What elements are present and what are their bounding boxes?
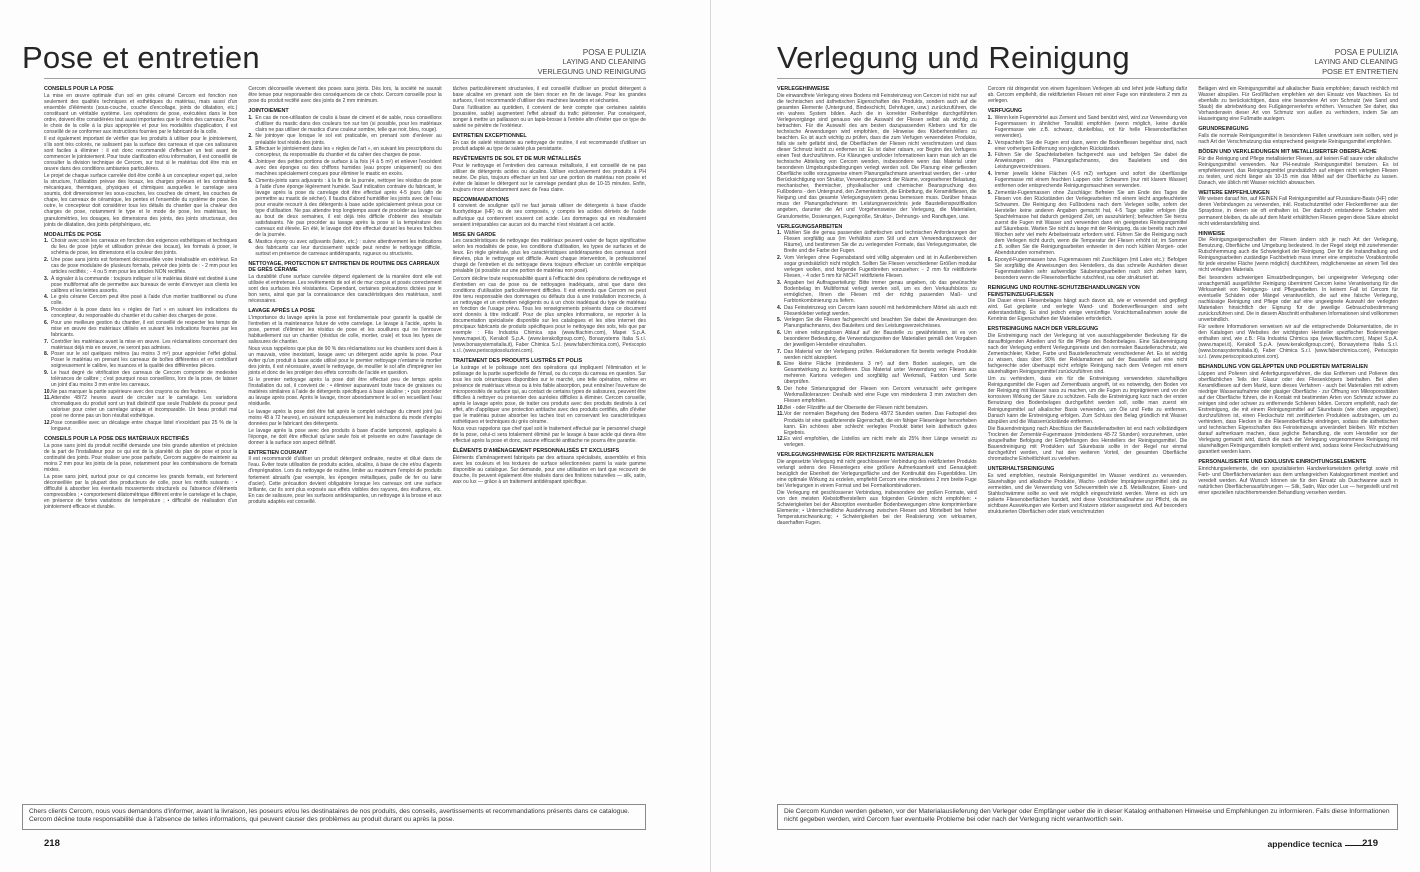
numbered-list (248, 115, 441, 257)
body-paragraph: tâches particulièrement structurées, il est conseillé d'utiliser un produit détergent à base alcaline en prenant soin de bien rincer en fin de lavage. Pour les grandes surfaces, il est recommandé d'utiliser des machines lavantes et séchantes. (452, 86, 646, 105)
list-item-text: Das Material vor der Verlegung prüfen. Reklamationen für bereits verlegte Produkte werden nicht akzeptiert. (784, 348, 977, 361)
list-item (44, 370, 237, 388)
body-paragraph: Einrichtungselemente, die von spezialisierten Handwerksmeistern gefertigt sowie mit Farb- und Oberflächenvarianten aus dem umfangreichen Katalogsortiment montiert und veredelt werden. Auf Wunsch können sie für den Einsatz als Duschwanne auch in natürlichen Oberflächenausführungen — Silk, Satin, Wax oder Lux — hergestellt und mit einer speziellen rutschhemmenden Behandlung versehen werden. (1198, 466, 1398, 497)
body-paragraph: Il est recommandé d'utiliser un produit détergent ordinaire, neutre et dilué dans de l'eau. Éviter toute utilisation de produits acides, alcalins, à base de cire et/ou d'agents d'imprégnation. Lors du nettoyage de routine, limiter au maximum l'emploi de produits fortement abrasifs (par exemple, les éponges métalliques, paille de fer ou laine d'acier). Cette précaution devient obligatoire lorsque les carreaux ont une surface brillante, car ils sont plus exposés aux effets visibles des rayures, des éraflures, etc. En cas de salissure, pour les surfaces antidérapantes, un nettoyage à la brosse et aux produits adaptés est conseillé. (248, 456, 442, 505)
list-item-number: 3. (44, 275, 49, 282)
list-item (44, 320, 237, 338)
list-item-text: Angaben bei Auftragserteilung: Bitte immer genau angeben, ob das gewünschte Bodenbelag im Multiformat verlegt werden soll, um es den Verkaufsbüros zu ermöglichen, Ihnen die Fliesen mit der richtig passenden Maß- und Farbtonkombinierung zu liefern. (784, 279, 977, 304)
subtitle-line: POSE ET ENTRETIEN (1322, 66, 1398, 76)
page-number: 219 (1362, 838, 1378, 849)
list-item (44, 420, 237, 432)
body-paragraph: La pose sans joint, surtout pour ce qui concerne les grands formats, est fortement déconseillée par la plupart des producteurs de colle, pour les motifs suivants : • difficulté à absorber les éventuels mouvements structurels ou l'absence d'éléments compressibles ; • comportement dilatométrique différent entre le carrelage et la chape, en présence de fortes variations de température ; • difficulté de réalisation d'un jointoiement efficace et durable. (44, 474, 238, 511)
body-paragraph: Die Verlegung mit geschlossener Verbindung, insbesondere der großen Formate, wird von den meisten Klebstoffherstellern aus folgenden Gründen nicht empfohlen: • Schwierigkeiten bei der Absorption eventueller Bodenbewegungen ohne komprimierbare Elemente; • Unterschiedliche Ausdehnung zwischen Fliesen und Mörtelbett bei hoher Temperaturschwankung; • Schwierigkeiten bei der Realisierung von wirksamen, dauerhaften Fugen. (777, 490, 977, 527)
list-item-text: Le haut degré de vitrification des carreaux de Cercom comporte de modestes tolérances de calibre ; c'est pourquoi nous conseillons, lors de la pose, de laisser un joint d'au moins 3 mm entre les carreaux. (51, 369, 238, 389)
list-item-text: Der hohe Sinterungsgrad der Fliesen von Cercom verursacht sehr geringere Werkmaßtoleranzen: Deshalb wird eine Fuge von mindestens 3 mm zwischen den Fliesen empfohlen. (784, 386, 977, 405)
page-title: Pose et entretien (22, 40, 260, 75)
list-item-number: 12. (44, 420, 52, 427)
list-item-number: 2. (777, 254, 782, 261)
list-item (248, 159, 441, 177)
list-item-text: Jointoyer des petites portions de surface à la fois (4 à 5 m²) et enlever l'excédent avec des éponges ou des chiffons humides (eau propre uniquement) ou des machines spécialement conçues pour éliminer le mastic en excès. (255, 158, 442, 177)
section-heading: ÉLÉMENTS D'AMÉNAGEMENT PERSONNALISÉS ET EXCLUSIFS (452, 448, 620, 455)
list-item-text: Verspachteln Sie die Fugen erst dann, wenn die Bodenfliesen begehbar sind, nach einer vorherigen Entfernung von jeglichen Rückständen. (994, 139, 1188, 152)
list-item-text: En cas de non-utilisation de coulis à base de ciment et de sable, nous conseillons d'utiliser du mastic dans des couleurs ton sur ton (si possible, pour les matériaux clairs ne pas utiliser de mastics d'une couleur sombre, telle que noir, bleu, rouge). (255, 114, 442, 133)
subtitle-line: LAYING AND CLEANING (562, 57, 646, 67)
list-item (44, 351, 237, 369)
body-paragraph: Dans l'utilisation au quotidien, il convient de tenir compte que certaines saletés (poussière, sable) augmentent l'effet abrasif du trafic piétonnier. Par conséquent, songer à mettre un paillasson ou un tapis-brosse à l'entrée afin d'éviter que ce type de saleté ne pénètre de l'extérieur. (452, 105, 646, 130)
list-item-text: Une pose sans joints est fortement déconseillée voire irréalisable en extérieur. En cas de pose modulaire de plusieurs formats, prévoir des joints de : - 2 mm pour les articles rectifiés ; - 4 ou 5 mm pour les articles NON rectifiés. (51, 256, 238, 276)
body-paragraph: La pose sans joint du produit rectifié demande une très grande attention et précision de la part de l'installateur pour ce qui est de la planéité du plan de pose et pour la continuité des joints. Pour réaliser une pose parfaite, Cercom suggère de maintenir au moins 2 mm pour les joints de la pose, notamment pour les combinaisons de formats mixtes. (44, 442, 238, 473)
body-paragraph: Für weitere Informationen verweisen wir auf die entsprechende Dokumentation, die in den Katalogen und Websites der wichtigsten Hersteller spezifischer Bodenreiniger enthalten sind, wie z.B.: Fila Industria Chimica spa (www.filachim.com), Mapei S.p.A. (www.mapei.it), Kerakoll S.p.A. (www.kerakollgroup.com), Bonasystems Italia S.r.l. (www.bonasystemsitalia.it), Faber Chimica S.r.l. (www.faberchimica.com), Periscopio s.r.l. (www.periscopiosoluzioni.com). (1198, 323, 1398, 361)
section-heading: UNTERHALTSREINIGUNG (987, 465, 1055, 472)
section-heading: PERSONALISIERTE UND EXKLUSIVE EINRICHTUNGSELEMENTE (1198, 459, 1367, 466)
section-heading: WEITERE EMPFEHLUNGEN (1198, 189, 1270, 196)
list-item-number: 1. (44, 238, 49, 245)
footer-section-label: appendice tecnica (1267, 839, 1342, 849)
body-paragraph: Läppen und Polieren sind Anfertigungsverfahren, die das Entfernen und Polieren des oberflächlichen Teils der Glasur oder des Fliesenkörpers beinhalten. Bei allen Keramikfliesen auf dem Markt, kann dieses Verfahren - auch bei Materialien mit extrem niedriger Wasseraufnahme oder glasiger Oberfläche - zur Öffnung von Mikroporositäten auf der Oberfläche führen, die in Kontakt mit bestimmten Arten von Schmutz schwer zu reinigen sind oder schwer zu entfernende Schlieren bilden. Cercom empfiehlt, nach der Erstreinigung, die mit einem Reinigungsmittel auf Säurebasis (wie oben angegeben) durchzuführen ist, einen Fleckschutz mit zertifizierten Produkten aufzutragen, um zu verhindern, dass Flecken in die Fliesenoberfläche eindringen, sodass die ästhetischen und technischen Eigenschaften des Feinsteinzeugs unverändert bleiben. Wir möchten darauf aufmerksam machen, dass jegliche Behandlung, die vom Hersteller vor der Verlegung gemacht wird, durch die nach der Verlegung vorgenommene Reinigung mit säurehaltigen Reinigungsmitteln komplett entfernt wird, sodass keine Fleckschutzwirkung garantiert werden kann. (1198, 370, 1398, 456)
list-item (988, 140, 1188, 152)
list-item-number: 1. (987, 114, 992, 121)
body-paragraph: L'importance du lavage après la pose est fondamentale pour garantir la qualité de l'entretien et la maintenance future de votre carrelage. Le lavage à l'acide, après la pose, permet d'éliminer les résidus de pose et les souillures qui ne l'enrouve habituellement sur un chantier (résidus de colle, mortier, craie) et tous les types de salissures de chantier. (248, 314, 442, 345)
list-item-number: 2. (44, 256, 49, 263)
body-paragraph: La mise en œuvre optimale d'un sol en grès céramé Cercom est fonction non seulement des qualités techniques et esthétiques du matériau, mais aussi d'un ensemble d'éléments (sous-couche, couche d'encollage, joints de dilatation, etc.) constituant un véritable système. Les opérations de pose, exécutées dans le bon ordre, doivent être considérées tout aussi importantes que le choix des carreaux. Pour le choix de la colle à la plus appropriée et pour les modalités d'application, il est conseillé de se conformer aux instructions fournies par le fabricant de la colle. (44, 92, 238, 135)
body-paragraph: Nous vous rappelons que chef quel soit le traitement effectué par le personnel chargé de la pose, celui-ci sera totalement éliminé par le lavage à base acide qui devra être effectué après la pose et donc, aucune efficacité antitache ne pourra être garantie. (452, 426, 646, 445)
body-paragraph: Die einwandfreie Verlegung eines Bodens mit Feinsteinzeug von Cercom ist nicht nur auf die technischen und ästhetischen Eigenschaften des Produkts, sondern auch auf die gesamten Elemente (Untergrund, Bindeschicht, Dehnfugen, usw.) zurückzuführen, die ein wahres System bilden. Auch die in korrekter Reihenfolge durchgeführten Verlegevorgänge sind genauso wie die Auswahl der Fliesen selbst als wichtig zu betrachten. Für die Auswahl des am besten dazupassenden Klebers und für die technische Anwendungen wird empfohlen, die Hinweise des Kleberherstellers zu beachten. Es ist auch wichtig zu prüfen, dass die zum Verfugen verwendeten Produkte, falls sie sehr gefärbt sind, die Oberflächen der Fliesen nicht verschmutzen und dass dieser Schmutz leicht zu entfernen ist: Es ist daher ratsam, vor Beginn des Verfugens einen Test durchzuführen. Für Klärungen und/oder Informationen kann man sich an die technische Abteilung von Cercom wenden, insbesondere wenn das Material unter besonderen Umgebungsbedingungen verlegt werden soll. Die Planung einer gefliesten Oberfläche sollte vorzugsweise einem Planungsfachmann anvertraut werden, der - unter Berücksichtigung von Struktur, Verwendungszweck der Räume, vorgesehener Belastung, mechanischer, thermischer, physikalischer und chemischer Beanspruchung des Fußbodens - den Untergrund, den Zementestrich, die Einbettung, die Keramikfliesen, die Neigung und das gesamte Verlegungssystem genau bemessen muss. Darüber hinaus muss der Planungsfachmann im Leistungsverzeichnis jede Baustellenspezifikation angeben, darunter die Art und Vorgehensweise der Verlegung, die Materialien, Granulometrie, Dosierungen, Fugengröße, Struktur-, Dehnungs- und Randfugen, usw. (777, 92, 977, 220)
list-item-number: 3. (777, 279, 782, 286)
list-item-text: À signaler à la commande : toujours indiquer si le matériau désiré est destiné à une pose multiformat afin de permettre aux bureaux de vente d'envoyer aux clients les calibres et les teintes assortis. (51, 275, 238, 294)
section-heading: RECOMMANDATIONS (452, 196, 509, 203)
list-item (248, 133, 441, 145)
header-divider (44, 78, 646, 79)
list-item (777, 436, 977, 448)
body-paragraph: Si le premier nettoyage après la pose doit être effectué peu de temps après l'installation du sol, il convient de : • éliminer auparavant toute trace de graisses ou matières similaires à l'aide de détergents spécifiques à base alcaline ; • puis procéder au lavage après pose. Après le lavage, rincer abondamment le sol en recueillant l'eau résiduelle. (248, 377, 442, 408)
text-column (453, 86, 646, 802)
text-column (1198, 86, 1398, 802)
list-item (988, 190, 1188, 257)
list-item-text: Wählen Sie die genau passenden ästhetischen und technischen Anforderungen der Fliesen sorgfältig aus (im Verhältnis zum Stil und zum Verwendungszweck der Räume), und bestimmen Sie die zu verlegenden Formate, das Verlegungsmuster, die Breite und die Farbe der Fugen. (784, 230, 977, 255)
text-column (248, 86, 441, 802)
list-item-text: Eine kleine Fläche (mindestens 3 m²) auf dem Boden auslegen, um die Gesamtwirkung zu kontrollieren. Das Material unter Verwendung von Fliesen aus mehreren Kartons verlegen und sorgfältig auf Werkmaß, Farbton und Sorte überprüfen. (784, 361, 977, 386)
body-paragraph: En cas de saleté résistante au nettoyage de routine, il est recommandé d'utiliser un produit adapté au type de saleté plus persistante. (452, 139, 646, 152)
right-page (710, 0, 1420, 872)
body-paragraph: Le lavage après la pose avec des produits à base d'acide tamponné, appliqués à l'éponge, ne doit être effectué qu'une seule fois et présente en outre l'avantage de donner à la surface son aspect définitif. (248, 427, 442, 446)
section-heading: BEHANDLUNG VON GELÄPPTEN UND POLIERTEN MATERIALIEN (1198, 364, 1368, 371)
section-heading: VERLEGEHINWEISE (777, 86, 830, 92)
list-item-text: Choisir avec soin les carreaux en fonction des exigences esthétiques et techniques du lieu de pose (style et utilisation prévue des locaux), les formats à poser, le schéma de pose, les dimensions et la couleur des joints. (51, 238, 238, 257)
list-item-number: 4. (248, 158, 253, 165)
list-item-number: 11. (44, 395, 51, 402)
list-item (777, 411, 977, 435)
body-paragraph: Die Bauendreinigung nach Abschluss der Baustellenarbeiten ist erst nach vollständigem Trocknen der Zementär-Fugenmasse (mindestens 48-72 Stunden) vorzunehmen, unter skrupelhafter Befolgung der Empfehlungen des Herstellers der Reinigungsmittel. Die Bauendreinigung mit Produkten auf Säurebasis sollte in der Regel nur einmal durchgeführt werden, und hat den weiteren Vorteil, der gesamten Oberfläche chromatische Einheitlichkeit zu verleihen. (987, 425, 1188, 462)
list-item-number: 5. (44, 307, 49, 314)
section-heading: VERFUGUNG (987, 108, 1023, 115)
list-item-text: Vor der normalen Begehung des Bodens 48/72 Stunden warten. Das Farbspiel des Produkts ist eine qualifizierende Eigenschaft, die ein fähiger Fliesenleger hervorheben kann. Ein schönes aber schlecht verlegtes Produkt bietet kein ästhetisch gutes Ergebnis. (784, 411, 977, 436)
list-item-text: Ciments-joints sans adjuvants : à la fin de la journée, nettoyer les résidus de pose à l'aide d'une éponge légèrement humide. Sauf indication contraire du fabricant, le lavage après la pose du carrelage doit être effectué après 4-5 jours (afin de permettre au mastic de sécher). Il faudra d'abord humidifier les joints avec de l'eau pour ensuite recourir à des détergents à base acide spécialement prévus pour ce type d'utilisation. Ne pas attendre trop longtemps avant de procéder au lavage car au bout de deux semaines, il est déjà très difficile d'obtenir des résultats satisfaisants. Ne pas procéder au lavage après la pose si la température des carreaux est élevée. En été, le lavage doit être effectué durant les heures fraîches de la journée. (255, 177, 442, 238)
list-item (44, 238, 237, 256)
list-item-number: 6. (248, 238, 253, 245)
list-item-number: 7. (777, 348, 782, 355)
list-item-text: Pour une meilleure gestion du chantier, il est conseillé de respecter les temps de mise en œuvre des matériaux utilisés en suivant les indications fournies par les fabricants. (51, 319, 238, 338)
list-item (44, 307, 237, 319)
list-item-text: Immer jeweils kleine Flächen (4-5 m2) verfugen und sofort die überflüssige Fugenmasse mit einem feuchten Lappen oder Schwamm (nur mit klarem Wasser) entfernen oder entsprechende Reinigungsmaschinen verwenden. (994, 170, 1188, 190)
list-item-number: 6. (44, 319, 49, 326)
body-paragraph: Il convient de souligner qu'il ne faut jamais utiliser de détergents à base d'acide fluorhydrique (HF) ou de ses composés, y compris les acides dérivés de l'acide sulfurique qui contiennent souvent cet acide. Les dommages qui en résulteraient seraient irréparables car aucun soi du marché n'est résistant à cet acide. (452, 203, 646, 228)
list-item-text: Wenn kein Fugenmörtel aus Zement und Sand benützt wird, wird zur Verwendung von Fugenmassen in ähnlicher Tonalität empfohlen (wenn möglich, keine dunkle Fugenmasse wie z.B. schwarz, dunkelblau, rot für helle Fliesenoberflächen verwenden). (994, 114, 1188, 139)
list-item-text: Ne pas marquer la partie supérieure avec des crayons ou des feutres. (51, 388, 208, 395)
body-paragraph: Cercom déconseille vivement des poses sans joints. Dès lors, la société ne saurait être tenue pour responsable des conséquences de ce choix. Cercom conseille pour la pose du produit rectifié avec des joints de 2 mm minimum. (248, 86, 442, 105)
list-item-text: Mastics époxy ou avec adjuvants (latex, etc.) : suivre attentivement les indications des fabricants car leur durcissement rapide peut rendre le nettoyage difficile, surtout en présence de carreaux antidérapants, rugueux ou structurés. (255, 238, 442, 257)
text-columns (44, 86, 646, 802)
list-item (248, 115, 441, 133)
list-item-text: Procéder à la pose dans les « règles de l'art » en suivant les indications du concepteur, du responsable du chantier et du cahier des charges de pose. (51, 307, 238, 320)
text-column (988, 86, 1188, 802)
body-paragraph: Il est également important de vérifier que les produits à utiliser pour le jointoiement, s'ils sont très colorés, ne salissent pas la surface des carreaux et que ces salissures sont faciles à éliminer : il est donc recommandé d'effectuer un test avant de commencer le jointoiement. Pour toute clarification et/ou information, il est conseillé de consulter la division technique de Cercom, sur tout si le matériau doit être mis en œuvre dans des conditions ambiantes particulières. (44, 135, 238, 173)
list-item-number: 8. (44, 351, 49, 358)
section-heading: REVÊTEMENTS DE SOL ET DE MUR MÉTALLISÉS (452, 156, 581, 163)
list-item-text: Vom Verlegen ohne Fugenabstand wird völlig abgeraten und ist in Außenbereichen sogar grundsätzlich nicht möglich. Sollten Sie Fliesen verschiedener Größen modular verlegen wollen, sind folgende Fugenbreiten vorzusehen: - 2 mm für rektifizierte Fliesen, - 4 oder 5 mm für NICHT rektifizierte Fliesen. (784, 254, 977, 280)
list-item-number: 12. (777, 436, 785, 443)
list-item-text: Es wird empfohlen, die Listellos um nicht mehr als 25% ihrer Länge versetzt zu verlegen. (784, 436, 977, 449)
body-paragraph: Bei besonders schwierigen Einsatzbedingungen, bei ungeeigneter Verlegung oder unsachgemäß ausgeführter Reinigung übernimmt Cercom keine Verantwortung für die Wirksamkeit von Reinigungs- und Pflegearbeiten. In keinem Fall ist Cercom für eventuelle Schäden oder Mängel verantwortlich, die auf eine falsche Verlegung, nachlässige Reinigung und Pflege oder auf eine ungeeignete Auswahl der verlegten Materialien hinsichtlich der Eignung für die jeweilige Gebrauchsbestimmung zurückzuführen sind. Die in diesem Abschnitt enthaltenen Informationen sind vollkommen unverbindlich. (1198, 274, 1398, 323)
section-heading: MODALITÉS DE POSE (44, 231, 102, 238)
numbered-list (988, 115, 1188, 281)
body-paragraph: Éléments d'aménagement fabriqués par des artisans spécialisés, assemblés et finis avec les couleurs et les textures de surface sélectionnées parmi la vaste gamme disponible au catalogue. Sur demande, pour une utilisation en tant que recouvrir de douche, ils peuvent également être réalisés dans des finitions naturelles — silk, satin, wax ou lux — grâce à un traitement antidérapant spécifique. (452, 454, 646, 486)
list-item-text: Bei - oder Filzstifte auf der Oberseite der Fliesen nicht benutzen. (784, 404, 929, 411)
body-paragraph: La durabilité d'une surface carrelée dépend également de la manière dont elle est utilisée et entretenue. Les revêtements de sol et de mur conçus et posés correctement sont des surfaces très résistantes. Cependant, certaines précautions dictées par le bon sens, ainsi que par la connaissance des caractéristiques des matériaux, sont nécessaires. (248, 273, 442, 305)
subtitle-line: POSA E PULIZIA (1334, 48, 1398, 57)
subtitle-line: VERLEGUNG UND REINIGUNG (537, 66, 646, 76)
list-item (988, 171, 1188, 189)
list-item (44, 395, 237, 419)
section-subtitle (538, 48, 646, 76)
body-paragraph: Falls die normale Reinigungsmittel in besonderen Fällen unwirksam sein sollten, wird je nach Art der Verschmutzung das entsprechend geeignete Reinigungsmittel empfohlen. (1198, 132, 1398, 145)
list-item (777, 349, 977, 361)
body-paragraph: Um zu verhindern, dass ein für die Erstreinigung verwendetes säurehaltiges Reinigungsmittel die Fugen auf Zementbasis angreift, ist es notwendig, den Boden vor der Reinigung mit Wasser nass zu machen, um die Fugen zu imprägnieren und vor der korrosiven Wirkung der Säure zu schützen. Falls die Erstreinigung kurz nach der ersten Benutzung des Bodenbelages durchgeführt werden soll, sollte man zuerst ein Reinigungsmittel auf alkalischer Basis verwenden, um Öle und Fette zu entfernen. Danach kann die Erstreinigung erfolgen. Zum Schluss den Belag gründlich mit Wasser abspülen und die Wasserrückstände entfernen. (987, 376, 1188, 425)
subtitle-line: LAYING AND CLEANING (1314, 57, 1398, 67)
body-paragraph: Le projet de chaque surface carrelée doit être confié à un concepteur expert qui, selon la structure, l'utilisation prévue des locaux, les charges prévues et les contraintes mécaniques, thermiques, physiques et chimiques auxquelles le carrelage sera soumis, doit dimensionner les sous-couches, les couches de ciment, les couches de chape, les carreaux de céramique, les pentes et l'ensemble du système de pose. En outre, le concepteur doit considérer tous les détails du chantier que la chaleur des charges de pose, notamment le type et le mode de pose, les matériaux, les granulométries, les dosages, les dimensions des joints, des joints structuraux, des joints de dilatation, des joints périphériques, etc. (44, 173, 238, 228)
list-item-number: 11. (777, 411, 784, 418)
header-divider (777, 78, 1398, 79)
list-item (248, 146, 441, 158)
numbered-list (777, 230, 977, 448)
body-paragraph: Wir weisen darauf hin, auf KEINEN Fall Reinigungsmittel auf Flusssäure-Basis (HF) oder deren Verbindungen zu verwenden, inkl. Rostschutzmittel oder Fleckentferner aus der Spraydose, in denen sie oft enthalten ist. Der dadurch entstandene Schaden wird permanent bleiben, da alle auf dem Markt erhältlichen Fliesen gegen diese Säure absolut nicht widerstandsfähig sind. (1198, 196, 1398, 227)
section-heading: HINWEISE (1198, 230, 1225, 237)
list-item-number: 4. (44, 294, 49, 301)
body-paragraph: Le lustrage et le polissage sont des opérations qui impliquent l'élimination et le polissage de la partie superficielle de l'émail, ou du corps du carreau en question. Sur tous les sols céramiques disponibles sur le marché, une telle opération, même en présence de matériaux vitreux ou à très faible absorption, peut entraîner l'ouverture de microporosités de surface qui, au contact de certains types de salissures, peuvent être difficiles à nettoyer ou présenter des auréoles difficiles à éliminer. Cercom conseille, après le lavage après pose, de traiter ces produits avec des produits destinés à cet effet, afin d'appliquer une protection antitache avec des produits certifiés, afin d'éviter que le matériau puisse absorber les taches tout en conservant les caractéristiques esthétiques et techniques du grès cérame. (452, 364, 646, 426)
body-paragraph: Pour le nettoyage et l'entretien des carreaux métallisés, il est conseillé de ne pas utiliser de détergents acides ou alcalins. Utiliser exclusivement des produits à PH neutre. De plus, toujours effectuer un test sur une portion de matériau non posée et éviter de laisser le détergent sur le carrelage pendant plus de 10-15 minutes. Enfin, toujours rincer abondamment avec de l'eau claire. (452, 162, 646, 193)
section-heading: VERLEGUNGSHINWEISE FÜR REKTIFIZIERTE MATERIALIEN (777, 452, 934, 459)
list-item (44, 339, 237, 351)
section-heading: BÖDEN UND VERKLEIDUNGEN MIT METALLISIERTER OBERFLÄCHE (1198, 148, 1377, 155)
text-column (777, 86, 977, 802)
section-heading: ERSTREINIGUNG NACH DER VERLEGUNG (987, 326, 1099, 333)
list-item (777, 280, 977, 304)
list-item (988, 115, 1188, 139)
body-paragraph: Für die Reinigung und Pflege metallisierter Fliesen, auf keinen Fall saure oder alkalische Reinigungsmittel verwenden. Nur PH-neutrale Reinigungsmittel benutzen. Es ist empfehlenswert, das Reinigungsmittel grundsätzlich auf einigen nicht verlegten Fliesen zu testen, und nicht länger als 10-15 min das Mittel auf der Oberfläche zu lassen. Danach, wie üblich mit Wasser reichlich abwaschen. (1198, 155, 1398, 186)
list-item-number: 5. (777, 317, 782, 324)
list-item (248, 239, 441, 257)
section-heading: ENTRETIEN EXCEPTIONNEL (452, 133, 527, 140)
list-item-number: 3. (248, 146, 253, 153)
section-heading: NETTOYAGE, PROTECTION ET ENTRETIEN DE ROUTINE DES CARREAUX DE GRÈS CÉRAME (248, 260, 440, 274)
section-heading: ENTRETIEN COURANT (248, 449, 308, 456)
list-item (777, 317, 977, 329)
customer-notice-box: Die Cercom Kunden werden gebeten, vor der Materialauslieferung den Verleger oder Empfänger ueber die in dieser Katalog enthaltenen Hinweise und Empfehlungen zu informieren. Falls diese Informationen nicht gegeben werden, wird Cercom fuer eventuelle Probleme bei oder nach der Verlegung nicht verantwortlich sein. (777, 804, 1398, 830)
text-columns (777, 86, 1398, 802)
page-number: 218 (44, 838, 60, 849)
list-item-number: 10. (777, 404, 785, 411)
list-item-text: Effectuer le jointoiement dans les « règles de l'art », en suivant les prescriptions du concepteur, du responsable du chantier et du cahier des charges de pose. (255, 146, 442, 159)
body-paragraph: Die angesetzte Verlegung mit nicht geschlossener Verbindung des rektifizierten Produkts verlangt seitens des Fliesenlegers eine größere Aufmerksamkeit und Genauigkeit bezüglich der Ebenheit der Verlegungsfläche und der Kontinuität des Fugenbildes. Um eine optimale Wirkung zu erzielen, empfiehlt Cercom eine mindestens 2 mm breite Fuge bei Verlegungen in einem Format und bei Formatkombinationen. (777, 458, 977, 490)
list-item-number: 1. (248, 114, 253, 121)
section-heading: CONSEILS POUR LA POSE (44, 86, 114, 92)
list-item-number: 10. (44, 388, 52, 395)
section-heading: JOINTOIEMENT (248, 108, 289, 115)
list-item (777, 405, 977, 411)
body-paragraph: Le lavage après la pose doit être fait après le complet séchage du ciment joint (au moins 48 à 72 heures), en suivant scrupuleusement les instructions du mode d'emploi données par le fabricant des détergents. (248, 408, 442, 427)
list-item-number: 5. (987, 189, 992, 196)
list-item-number: 6. (987, 256, 992, 263)
list-item-text: Attendre 48/72 heures avant de circuler sur le carrelage. Les variations chromatiques du produit sont un trait distinctif que seule l'habileté du poseur peut valoriser pour créer un carrelage unique et incomparable. Un beau produit mal posé ne donne pas un bon résultat esthétique. (51, 395, 238, 420)
list-item (777, 230, 977, 254)
list-item-number: 2. (248, 133, 253, 140)
list-item-number: 6. (777, 329, 782, 336)
list-item-number: 9. (777, 386, 782, 393)
body-paragraph: Es wird empfohlen, neutrale Reinigungsmittel im Wasser verdünnt zu verwenden. Säurehaltige und alkalische Produkte, Wachs- und/oder Imprägnierungsmittel sind zu vermeiden, und die Verwendung von Scheuermitteln wie z.B. Metallkratzer, Eisen- und Stahlschwämme sollte so weit wie möglich eingeschränkt werden. Wenn es sich um polierte Fliesenoberflächen handelt, wird diese Vorsichtsmaßnahme zur Pflicht, da sie sichtbare Auswirkungen wie Kerben und Kratzern stärker ausgesetzt sind. Auf besonders strukturierten Oberflächen oder stark verschmutzten (987, 472, 1188, 515)
list-item-number: 9. (44, 369, 49, 376)
section-heading: CONSEILS POUR LA POSE DES MATÉRIAUX RECTIFIÉS (44, 436, 189, 443)
list-item (777, 255, 977, 279)
text-column (44, 86, 237, 802)
list-item (777, 361, 977, 385)
list-item-number: 7. (44, 338, 49, 345)
body-paragraph: Cercom rät dringendst von einem fugenlosen Verlegen ab und lehnt jede Haftung dafür ab. Cercom empfiehlt, die rektifizierten Fliesen mit einer Fuge von mindestens 2 mm zu verlegen. (987, 86, 1188, 105)
body-paragraph: Cercom décline toute responsabilité quant à l'efficacité des opérations de nettoyage et d'entretien en cas de pose ou de nettoyages inadéquats, ainsi que dans des conditions d'utilisation particulièrement difficiles. Il est entendu que Cercom ne peut être tenu responsable des dommages ou défauts dus à une installation incorrecte, à un nettoyage et un entretien négligents ou à un choix inadéquat du type de matériau en fonction de l'usage prévu. Tous les renseignements présents dans ce document sont donnés à titre indicatif. Pour de plus amples informations, se reporter à la documentation spécialisée disponible sur les catalogues et les sites internet des principaux fabricants de produits spécifiques pour le nettoyage des sols, tels que par exemple : Fila Industria Chimica spa (www.filachim.com), Mapei S.p.A. (www.mapei.it), Kerakoll S.p.A. (www.kerakollgroup.com), Bonasystems Italia S.r.l. (www.bonasystemsitalia.it), Faber Chimica S.r.l. (www.faberchimica.com), Periscopio s.r.l. (www.periscopiosoluzioni.com). (452, 275, 646, 355)
customer-notice-box: Chers clients Cercom, nous vous demandons d'informer, avant la livraison, les poseurs et/ou les destinataires de nos produits, des conseils, avertissements et recommandations présents dans ce catalogue. Cercom décline toute responsabilité due à l'absence de telles informations, qui peuvent causer des problèmes au produit durant ou après la pose. (22, 804, 646, 830)
list-item-number: 2. (987, 139, 992, 146)
body-paragraph: Die Erstreinigung nach der Verlegung ist von ausschlaggebender Bedeutung für die darauffolgenden Arbeiten und für die Pflege des Bodenbelages. Eine Säubereinigung nach der Verlegung entfernt Verlegungsreste und den normalen Baustellenschmutz, wie Zementschleier, Kleber, Farbe und Baustellenschmutz verschiedener Art. Es ist wichtig zu wissen, dass über 90% der Reklamationen auf der Baustelle auf eine nicht fachgerechte oder überhaupt nicht erfolgte Reinigung nach dem Verlegen mit einem säurehaltigen Reinigungsmittel zurückzuführen sind. (987, 332, 1188, 376)
list-item (44, 294, 237, 306)
list-item-text: Epoxyd-Fugenmassen bzw. Fugenmassen mit Zuschlägen (mit Latex etc.): Befolgen Sie sorgfältig die Anweisungen des Herstellers, da das schnelle Aushärten dieser Fugenmaterialien sehr aufwendige Säuberungsarbeiten nach sich ziehen kann, besonders wenn die Fliesenoberfläche rutschfest, rau oder strukturiert ist. (994, 256, 1188, 281)
list-item-number: 1. (777, 230, 782, 237)
section-heading: REINIGUNG UND ROUTINE-SCHUTZBEHANDLUNGEN VON FEINSTEINZEUGFLIESEN (987, 284, 1140, 298)
list-item (777, 330, 977, 348)
list-item-text: Das Feinsteinzeug von Cercom kann sowohl mit herkömmlichem Mörtel als auch mit Fliesenkleber verlegt werden. (784, 304, 977, 317)
body-paragraph: Die Dauer eines Fliesenbelages hängt auch davon ab, wie er verwendet und gepflegt wird. Gut geplante und verlegte Wand- und Bodenverfliesungen sind sehr widerstandsfähig. Es sind jedoch einige vernünftige Vorsichtsmaßnahmen sowie die Kenntnis der Eigenschaften der Materialien erforderlich. (987, 298, 1188, 323)
list-item-text: Poser sur le sol quelques mètres (au moins 3 m²) pour apprécier l'effet global. Poser le matériau en prenant les carreaux de boîtes différentes et en contrôlant soigneusement le calibre, les nuances et la qualité des différentes pièces. (51, 351, 238, 370)
body-paragraph: Die Reinigungseigenschaften der Fliesen ändern sich je nach Art der Verlegung, Benutzung, Oberfläche und Umgebung bedeutend. In der Regel steigt mit zunehmender Rutschhemmung auch die Schwierigkeit der Reinigung. Der für die Instandhaltung und Reinigungsarbeiten zuständige Fachbetrieb muss immer eine empirische Vorabkontrolle für jede einzelne Fläche (wenn möglich) durchführen, möglicherweise an einem Teil des nicht verlegten Materials. (1198, 237, 1398, 274)
list-item-text: Führen Sie die Spachtelarbeiten fachgerecht aus und befolgen Sie dabei die Anweisungen des Planungsfachmanns, des Bauleiters und des Leistungsverzeichnisses. (994, 152, 1188, 171)
section-heading: MISE EN GARDE (452, 231, 496, 238)
body-paragraph: Belägen wird ein Reinigungsmittel auf alkalischer Basis empfohlen; danach reichlich mit Wasser abspülen. Für Großflächen empfehlen wir den Einsatz von Maschinen. Es ist ebenfalls zu berücksichtigen, dass eine besondere Art von Schmutz (wie Sand und Staub) die abriebwirkung des Fußgängerverkehrs erhöhen. Versuchen Sie daher, das Vorhandensein dieser Art von Schmutz von außen zu verhindern, indem Sie am Hauseingang eine Fußmatte auslegen. (1198, 86, 1398, 123)
list-item-text: Verlegen Sie die Fliesen fachgerecht und beachten Sie dabei die Anweisungen des Planungsfachmanns, des Bauleiters und des Leistungsverzeichnisses. (784, 317, 977, 330)
subtitle-line: POSA E PULIZIA (582, 48, 646, 57)
list-item-text: Le grès cérame Cercom peut être posé à l'aide d'un mortier traditionnel ou d'une colle. (51, 294, 238, 307)
section-heading: LAVAGE APRÈS LA POSE (248, 308, 315, 315)
list-item (44, 257, 237, 275)
page-title: Verlegung und Reinigung (777, 40, 1130, 75)
list-item-text: Um einen reibungslosen Ablauf auf der Baustelle zu gewährleisten, ist es von besonderer Bedeutung, die Verwendungszeiten der Materialien gemäß den Vorgaben der jeweiligen Hersteller einzuhalten. (784, 329, 977, 348)
body-paragraph: Les caractéristiques de nettoyage des matériaux peuvent varier de façon significative selon les modalités de pose, les conditions d'utilisation, les types de surfaces et de lieux. En règle générale, plus les caractéristiques antidérapantes des carreaux sont élevées, plus le nettoyage est difficile. Avant chaque intervention, le professionnel chargé de l'entretien et du nettoyage devra toujours effectuer un contrôle empirique préalable (si possible sur une portion de matériau non posé). (452, 238, 646, 275)
list-item-number: 4. (987, 170, 992, 177)
list-item (44, 389, 237, 395)
list-item-text: Zementär-Fugenmassen ohne Zuschläge: Befreien Sie am Ende des Tages die Fliesen von den Rückständen der Verlegearbeiten mit einem leicht angefeuchteten Schwamm. Die Reinigung des Fußbodens nach dem Verlegen sollte, sofern der Hersteller keine anderen Angaben gemacht hat, 4-5 Tage später erfolgen (die Spachtelmasse hat dadurch genügend Zeit, um auszuhärten); befeuchten Sie hierzu zuerst die Fugen mit Wasser und verwenden dann ein geeignetes Reinigungsmittel auf Säurebasis. Warten Sie nicht zu lange mit der Reinigung, da sie bereits nach zwei Wochen sehr viel mehr Arbeitseinsatz erfordern wird. Führen Sie die Reinigung nach dem Verlegen nicht durch, wenn die Temperatur der Fliesen erhöht ist; im Sommer z.B. sollten Sie die Reinigungsarbeiten entweder in den noch kühlen Morgen- oder Abendstunden vornehmen. (994, 189, 1188, 257)
body-paragraph: Nous vous rappelons que plus de 90 % des réclamations sur les chantiers sont dues à un mauvais, voire inexistant, lavage avec un détergent acide après la pose. Pour éviter qu'un produit à base acide utilisé pour le premier nettoyage n'entame le mortier des joints, il est nécessaire, avant le nettoyage, de mouiller le sol afin d'imprégner les joints et donc de les protéger des effets corrosifs de l'acide en question. (248, 346, 442, 377)
list-item (777, 305, 977, 317)
list-item-number: 3. (987, 152, 992, 159)
list-item-number: 5. (248, 177, 253, 184)
section-heading: TRAITEMENT DES PRODUITS LUSTRÉS ET POLIS (452, 358, 583, 365)
list-item-text: Ne jointoyer que lorsque le sol est praticable, en prenant soin d'enlever au préalable tout résidu des joints. (255, 133, 442, 146)
list-item-number: 4. (777, 304, 782, 311)
section-subtitle (1314, 48, 1398, 76)
section-heading: GRUNDREINIGUNG (1198, 126, 1249, 133)
list-item (777, 386, 977, 404)
section-heading: VERLEGUNGSARBEITEN (777, 223, 843, 230)
list-item (44, 276, 237, 294)
list-item (248, 178, 441, 238)
numbered-list (44, 238, 237, 432)
list-item-text: Pose conseillée avec un décalage entre chaque listel n'excédant pas 25 % de la longueur. (51, 420, 238, 433)
list-item (988, 257, 1188, 281)
list-item-text: Contrôler les matériaux avant la mise en œuvre. Les réclamations concernant des matériaux déjà mis en œuvre, ne seront pas admises. (51, 338, 238, 351)
list-item (988, 152, 1188, 170)
list-item-number: 8. (777, 361, 782, 368)
